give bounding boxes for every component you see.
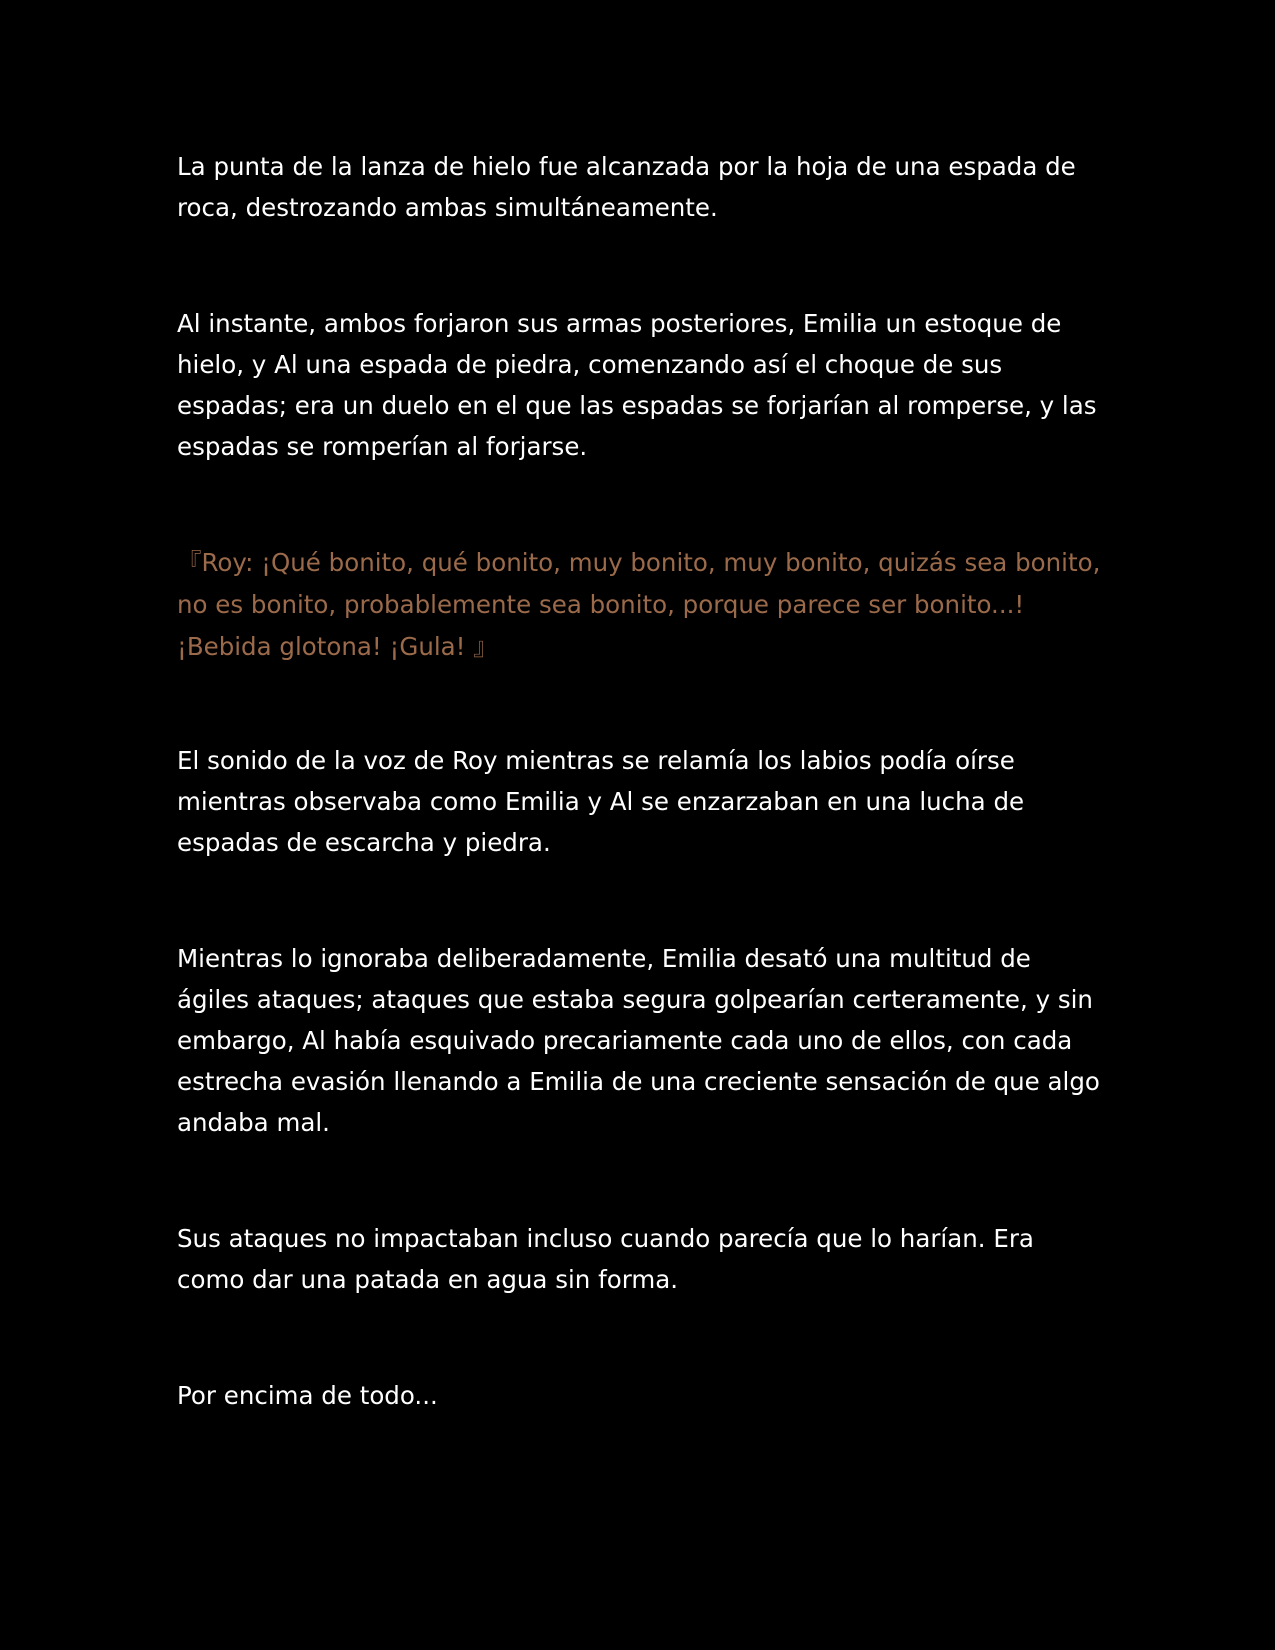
paragraph-3: El sonido de la voz de Roy mientras se relamía los labios podía oírse mientras observaba como Emilia y Al se enzarzaban en una lucha de espadas de escarcha y piedra. (177, 746, 1025, 857)
paragraph-1: La punta de la lanza de hielo fue alcanzada por la hoja de una espada de roca, destrozando ambas simultáneamente. (177, 152, 1076, 222)
paragraph-5: Sus ataques no impactaban incluso cuando parecía que lo harían. Era como dar una patada en agua sin forma. (177, 1224, 1034, 1294)
paragraph-4: Mientras lo ignoraba deliberadamente, Emilia desató una multitud de ágiles ataques; ataques que estaba segura golpearían certeramente, y sin embargo, Al había esquivado precariamente cada uno de ellos, con cada estrecha evasión llenando a Emilia de una creciente sensación de que algo andaba mal. (177, 944, 1100, 1137)
dialogue-roy: 『Roy: ¡Qué bonito, qué bonito, muy bonito, muy bonito, quizás sea bonito, no es bonito, probablemente sea bonito, porque parece ser bonito...! ¡Bebida glotona! ¡Gula! 』 (177, 548, 1101, 661)
document-body (177, 146, 1102, 1491)
paragraph-6: Por encima de todo... (177, 1381, 438, 1410)
paragraph-2: Al instante, ambos forjaron sus armas posteriores, Emilia un estoque de hielo, y Al una espada de piedra, comenzando así el choque de sus espadas; era un duelo en el que las espadas se forjarían al romperse, y las espadas se romperían al forjarse. (177, 309, 1097, 461)
